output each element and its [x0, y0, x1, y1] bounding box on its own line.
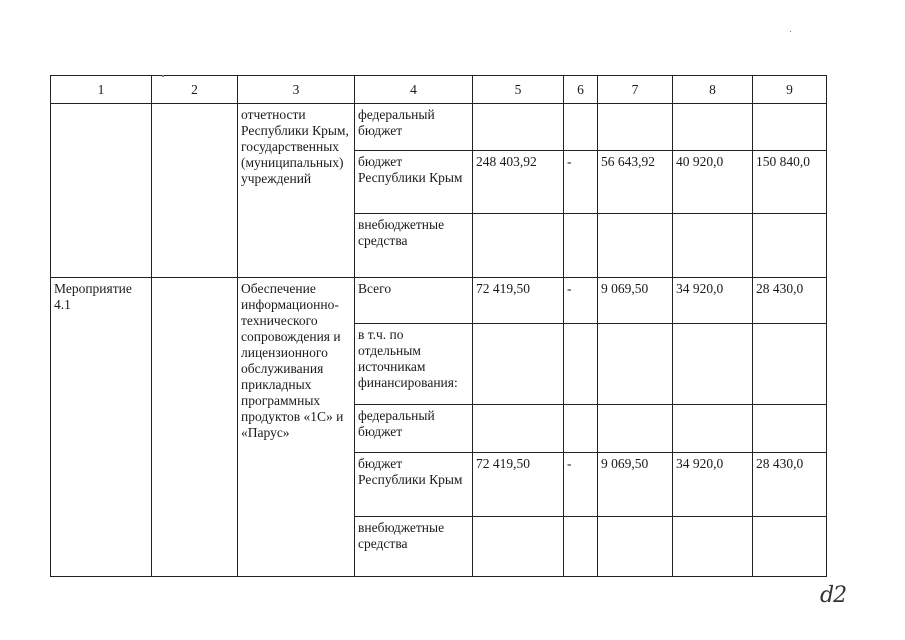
budget-table — [50, 75, 827, 577]
value-cell — [673, 104, 753, 151]
header-cell: 7 — [598, 76, 673, 104]
value-cell — [673, 324, 753, 405]
source-cell: бюджет Республики Крым — [355, 453, 473, 517]
description-cell: отчетности Республики Крым, государственных (муниципальных) учреждений — [238, 104, 355, 278]
measure-cell: Мероприятие 4.1 — [51, 278, 152, 577]
value-cell: - — [564, 278, 598, 324]
header-cell: 8 — [673, 76, 753, 104]
value-cell — [564, 214, 598, 278]
value-cell — [673, 517, 753, 577]
source-cell: Всего — [355, 278, 473, 324]
value-cell: 9 069,50 — [598, 278, 673, 324]
header-cell: 4 — [355, 76, 473, 104]
value-cell: 34 920,0 — [673, 278, 753, 324]
description-cell: Обеспечение информационно-технического сопровождения и лицензионного обслуживания прикладных программных продуктов «1С» и «Парус» — [238, 278, 355, 577]
value-cell — [473, 405, 564, 453]
source-cell: внебюджетные средства — [355, 214, 473, 278]
header-cell: 5 — [473, 76, 564, 104]
value-cell — [753, 517, 827, 577]
header-cell: 6 — [564, 76, 598, 104]
value-cell — [564, 405, 598, 453]
value-cell — [598, 214, 673, 278]
source-cell: внебюджетные средства — [355, 517, 473, 577]
header-cell: 3 — [238, 76, 355, 104]
value-cell — [753, 104, 827, 151]
value-cell: 28 430,0 — [753, 453, 827, 517]
table-row — [51, 278, 827, 324]
value-cell — [753, 214, 827, 278]
source-cell: федеральный бюджет — [355, 104, 473, 151]
value-cell: - — [564, 151, 598, 214]
scan-speck — [162, 75, 164, 77]
value-cell — [564, 517, 598, 577]
executor-cell — [152, 278, 238, 577]
header-cell: 9 — [753, 76, 827, 104]
value-cell: 150 840,0 — [753, 151, 827, 214]
value-cell — [673, 214, 753, 278]
executor-cell — [152, 104, 238, 278]
source-cell: бюджет Республики Крым — [355, 151, 473, 214]
value-cell — [598, 517, 673, 577]
scan-speck — [790, 31, 791, 32]
value-cell: 28 430,0 — [753, 278, 827, 324]
header-cell: 2 — [152, 76, 238, 104]
header-row — [51, 76, 827, 104]
source-cell: в т.ч. по отдельным источникам финансирования: — [355, 324, 473, 405]
table-row — [51, 104, 827, 151]
value-cell — [598, 324, 673, 405]
value-cell — [598, 405, 673, 453]
value-cell — [753, 405, 827, 453]
value-cell: 72 419,50 — [473, 453, 564, 517]
source-cell: федеральный бюджет — [355, 405, 473, 453]
value-cell: 56 643,92 — [598, 151, 673, 214]
header-cell: 1 — [51, 76, 152, 104]
value-cell: 72 419,50 — [473, 278, 564, 324]
value-cell: 248 403,92 — [473, 151, 564, 214]
value-cell: - — [564, 453, 598, 517]
value-cell — [753, 324, 827, 405]
value-cell — [598, 104, 673, 151]
measure-cell — [51, 104, 152, 278]
value-cell — [473, 214, 564, 278]
value-cell — [473, 517, 564, 577]
value-cell — [673, 405, 753, 453]
value-cell — [564, 104, 598, 151]
handwritten-signature: d2 — [820, 583, 847, 608]
value-cell: 34 920,0 — [673, 453, 753, 517]
value-cell: 9 069,50 — [598, 453, 673, 517]
value-cell — [473, 104, 564, 151]
value-cell: 40 920,0 — [673, 151, 753, 214]
value-cell — [564, 324, 598, 405]
value-cell — [473, 324, 564, 405]
